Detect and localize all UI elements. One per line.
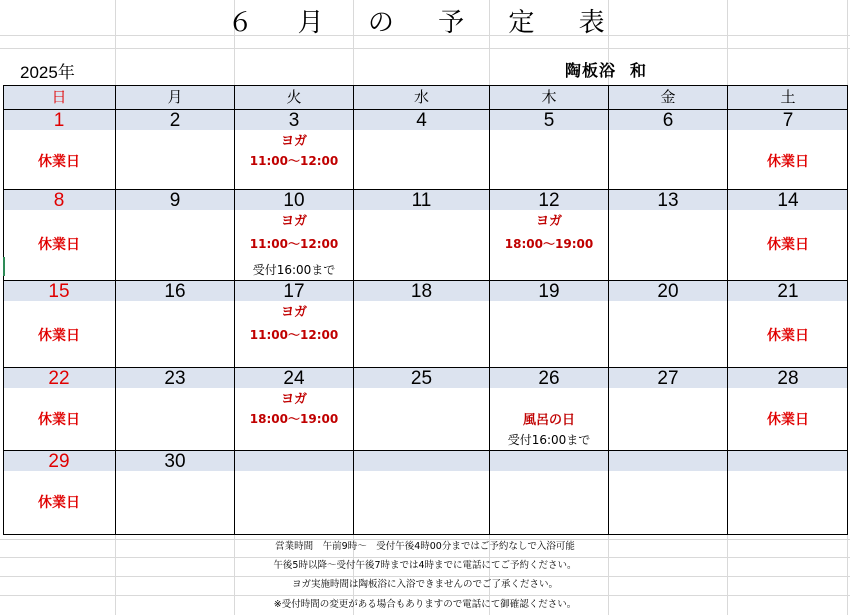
event-yoga: ヨガ: [280, 305, 307, 320]
date-cell: 14: [777, 190, 799, 211]
weekday-tue: 火: [235, 85, 353, 109]
event-bath-day: 風呂の日: [522, 413, 575, 428]
owner-name: 陶板浴: [565, 61, 617, 80]
holiday-label: 休業日: [767, 328, 809, 344]
holiday-label: 休業日: [767, 237, 809, 253]
page-title: ６ 月 の 予 定 表: [227, 8, 623, 38]
event-time: 18:00〜19:00: [504, 237, 594, 251]
border: [847, 85, 848, 535]
year-label: 2025年: [20, 63, 75, 82]
border: [115, 85, 116, 535]
event-yoga: ヨガ: [280, 392, 307, 407]
date-cell: 30: [164, 451, 186, 472]
holiday-label: 休業日: [38, 328, 80, 344]
date-cell: 6: [662, 110, 674, 131]
date-cell: 9: [169, 190, 181, 211]
holiday-label: 休業日: [38, 237, 80, 253]
weekday-mon: 月: [116, 85, 234, 109]
date-cell: 5: [543, 110, 555, 131]
border: [489, 85, 490, 535]
border: [727, 85, 728, 535]
reception-note: 受付16:00まで: [252, 263, 336, 277]
event-yoga: ヨガ: [535, 214, 562, 229]
border: [3, 189, 848, 190]
event-time: 18:00〜19:00: [249, 412, 339, 426]
date-cell: 4: [416, 110, 427, 131]
date-cell: 7: [782, 110, 794, 131]
holiday-label: 休業日: [38, 412, 80, 428]
gridline: [0, 48, 850, 49]
holiday-label: 休業日: [767, 154, 809, 170]
date-cell: 19: [538, 281, 560, 302]
border: [3, 85, 848, 86]
date-cell: 2: [169, 110, 181, 131]
date-cell: 29: [48, 451, 70, 472]
calendar-grid: [3, 85, 848, 535]
holiday-label: 休業日: [38, 154, 80, 170]
holiday-label: 休業日: [38, 495, 80, 511]
event-yoga: ヨガ: [280, 134, 307, 149]
weekday-thu: 木: [490, 85, 608, 109]
date-cell: 8: [53, 190, 65, 211]
date-cell: 13: [657, 190, 679, 211]
date-cell: 24: [283, 368, 305, 389]
event-yoga: ヨガ: [280, 214, 307, 229]
date-cell: 27: [657, 368, 679, 389]
weekday-wed: 水: [354, 85, 489, 109]
date-cell: 15: [48, 281, 70, 302]
date-cell: 17: [283, 281, 305, 302]
event-time: 11:00〜12:00: [249, 154, 339, 168]
date-cell: 18: [410, 281, 433, 302]
weekday-fri: 金: [609, 85, 727, 109]
date-cell: 12: [538, 190, 560, 211]
holiday-label: 休業日: [767, 412, 809, 428]
border: [3, 280, 848, 281]
date-cell: 25: [410, 368, 433, 389]
date-cell: 23: [164, 368, 186, 389]
date-cell: 20: [657, 281, 679, 302]
footer-line: ※受付時間の変更がある場合もありますので電話にて御確認ください。: [273, 599, 577, 610]
date-cell: 21: [777, 281, 799, 302]
event-time: 11:00〜12:00: [249, 237, 339, 251]
border: [3, 534, 848, 535]
reception-note: 受付16:00まで: [507, 433, 591, 447]
border: [3, 450, 848, 451]
footer-line: ヨガ実施時間は陶板浴に入浴できませんのでご了承ください。: [291, 579, 558, 590]
border: [608, 85, 609, 535]
date-cell: 10: [283, 190, 305, 211]
date-cell: 11: [411, 190, 432, 211]
owner-label: [565, 58, 647, 81]
event-time: 11:00〜12:00: [249, 328, 339, 342]
date-cell: 3: [288, 110, 300, 131]
border: [3, 85, 4, 535]
date-cell: 1: [53, 110, 65, 131]
date-cell: 26: [538, 368, 560, 389]
footer-line: 営業時間 午前9時～ 受付午後4時00分まではご予約なしで入浴可能: [275, 541, 575, 552]
border: [3, 109, 848, 110]
date-cell: 16: [164, 281, 186, 302]
border: [3, 367, 848, 368]
owner-sub: 和: [630, 61, 648, 80]
border: [353, 85, 354, 535]
border: [234, 85, 235, 535]
footer-line: 午後5時以降～受付午後7時までは4時までに電話にてご予約ください。: [273, 560, 577, 571]
date-cell: 22: [48, 368, 70, 389]
weekday-sun: 日: [3, 85, 115, 109]
date-cell: 28: [777, 368, 799, 389]
weekday-sat: 土: [728, 85, 848, 109]
cell-cursor-marker: [3, 257, 5, 276]
